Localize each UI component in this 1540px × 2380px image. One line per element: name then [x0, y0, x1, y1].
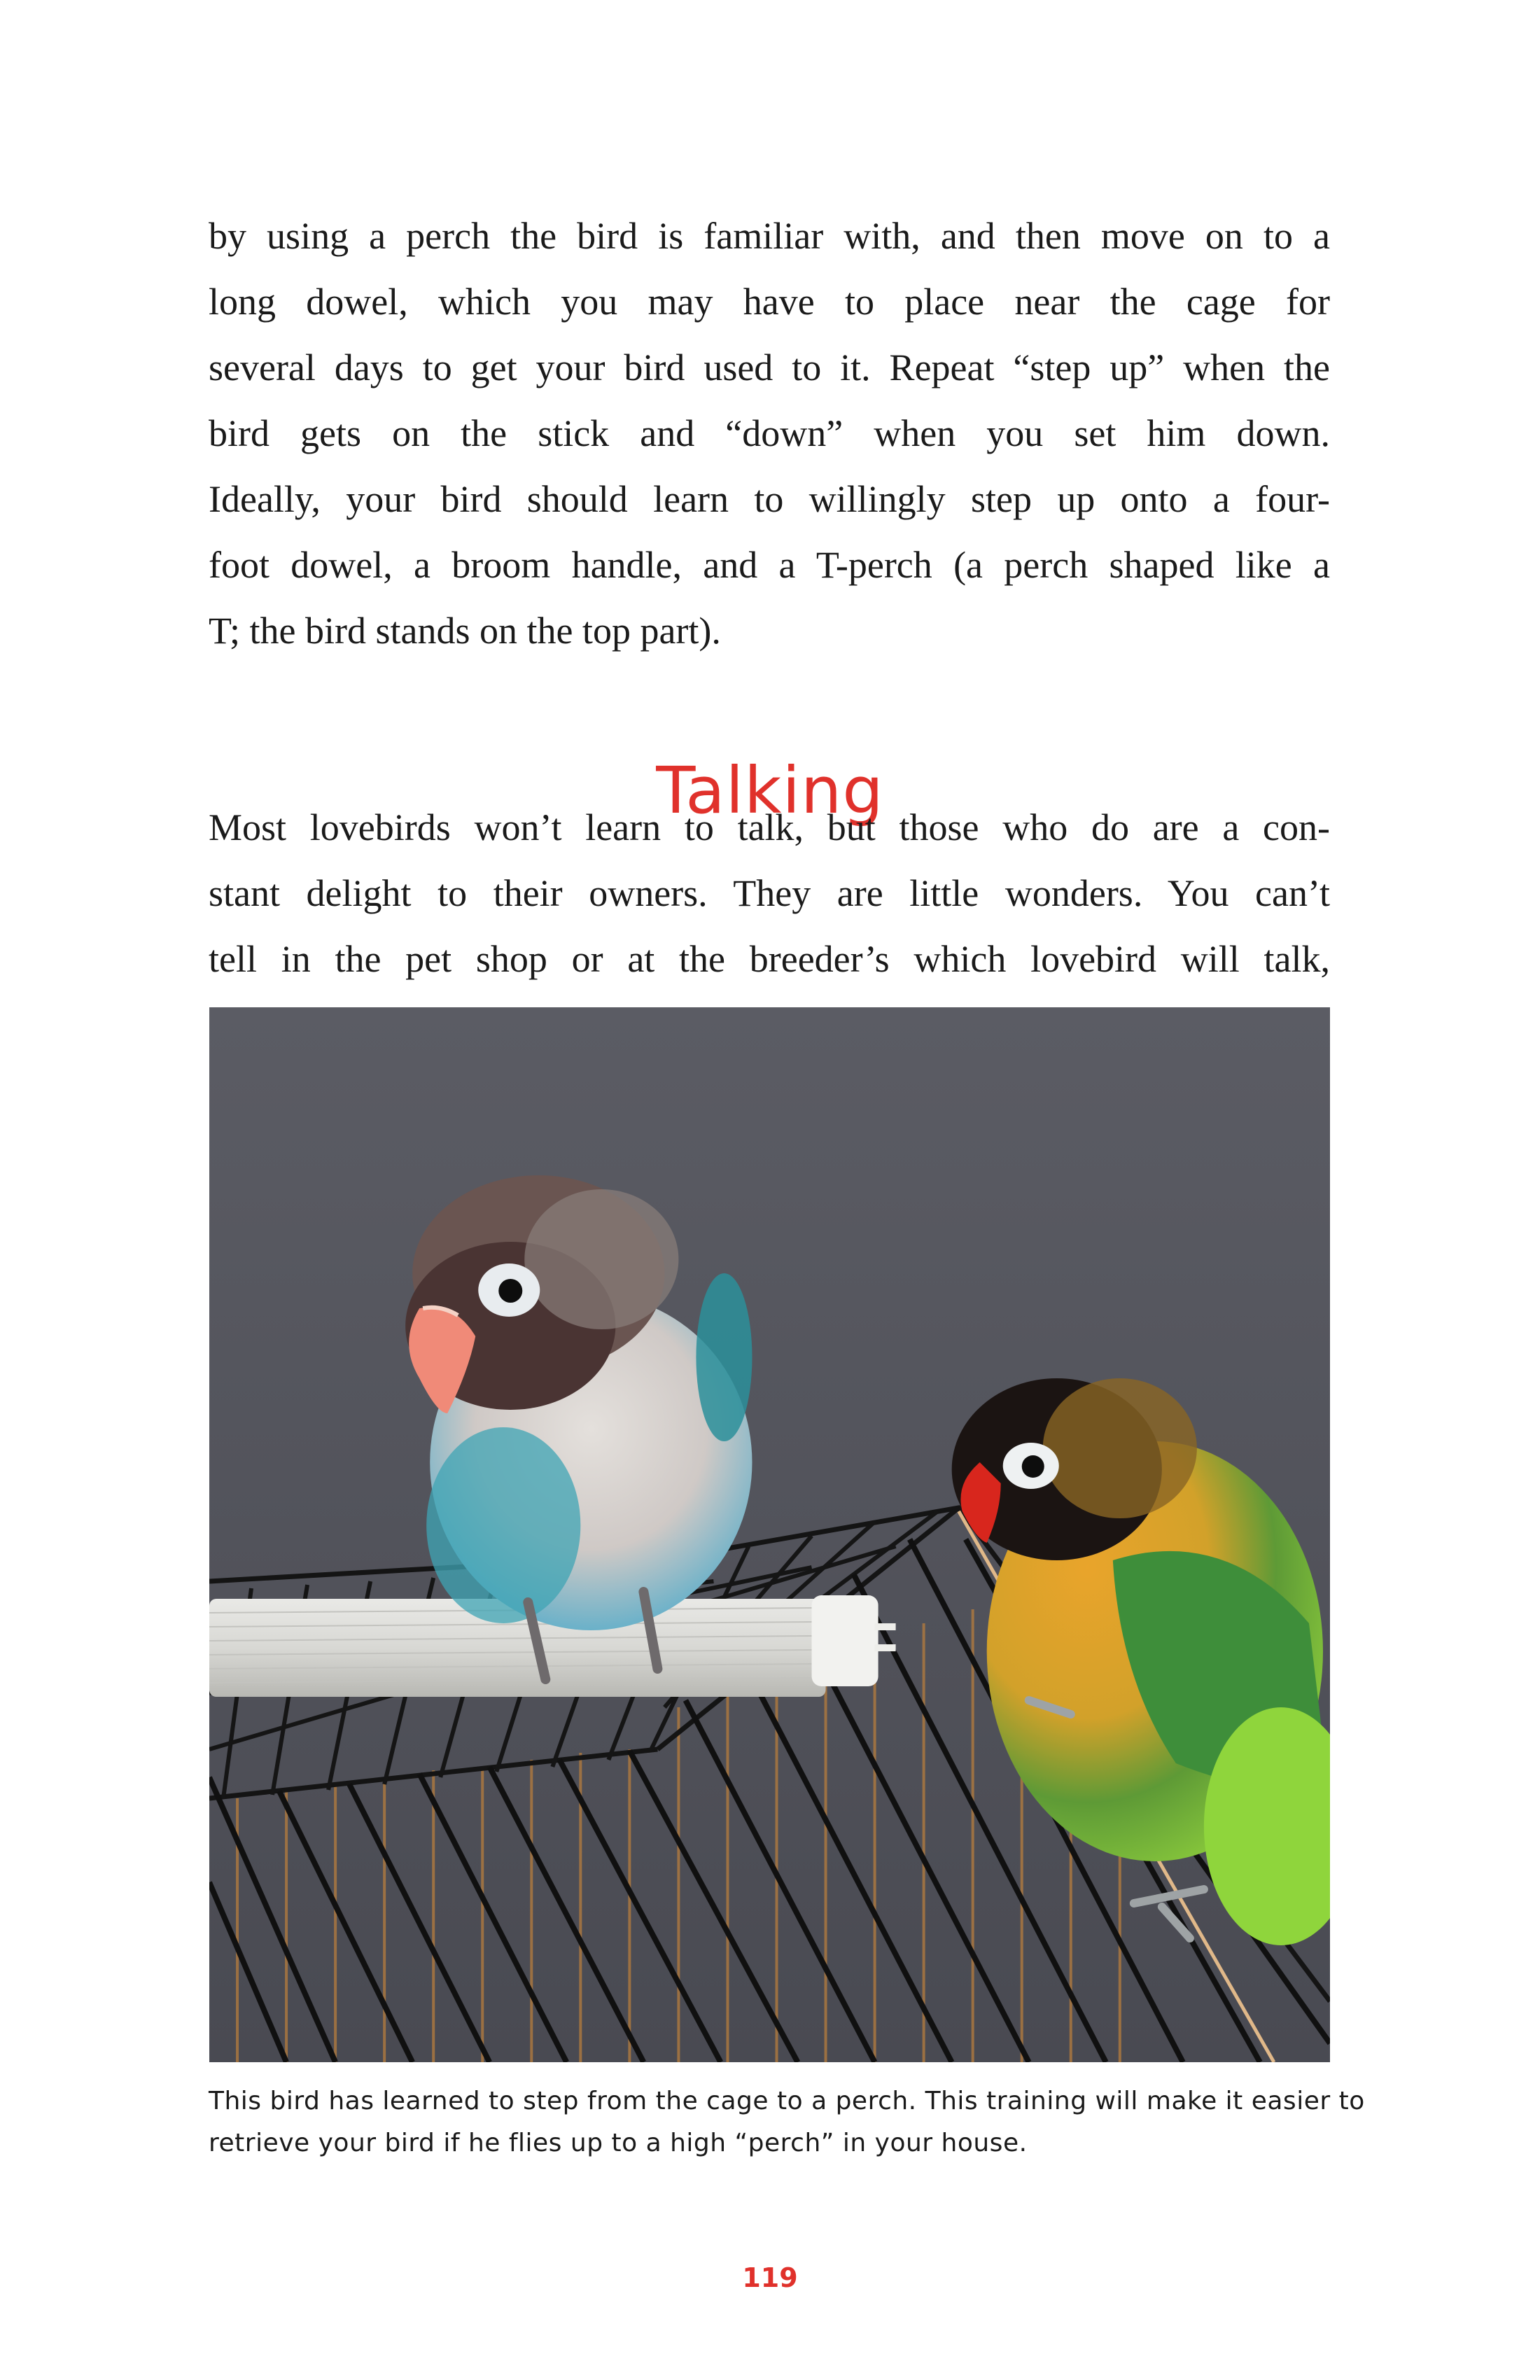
lovebirds-photo: [209, 1007, 1330, 2062]
photo-caption: [209, 2080, 1365, 2164]
text-line: tell in the pet shop or at the breeder’s which lovebird will talk,: [209, 938, 1330, 980]
section-heading: Talking: [656, 753, 884, 829]
text-line: long dowel, which you may have to place near the cage for: [209, 281, 1330, 323]
page-number: 119: [742, 2262, 798, 2293]
caption-line: This bird has learned to step from the cage to a perch. This training will make it easier to: [209, 2087, 1365, 2115]
text-line: by using a perch the bird is familiar with, and then move on to a: [209, 215, 1330, 257]
text-line: stant delight to their owners. They are little wonders. You can’t: [209, 872, 1330, 914]
body-paragraph-2: [209, 794, 1330, 992]
text-line: several days to get your bird used to it. Repeat “step up” when the: [209, 346, 1330, 388]
text-line: T; the bird stands on the top part).: [209, 610, 721, 652]
text-line: Ideally, your bird should learn to willingly step up onto a four-: [209, 478, 1330, 520]
caption-line: retrieve your bird if he flies up to a high “perch” in your house.: [209, 2129, 1028, 2157]
text-line: Most lovebirds won’t learn to talk, but those who do are a con-: [209, 806, 1330, 848]
text-line: bird gets on the stick and “down” when you set him down.: [209, 412, 1330, 454]
body-paragraph-1: [209, 203, 1330, 664]
text-line: foot dowel, a broom handle, and a T-perch (a perch shaped like a: [209, 544, 1330, 586]
